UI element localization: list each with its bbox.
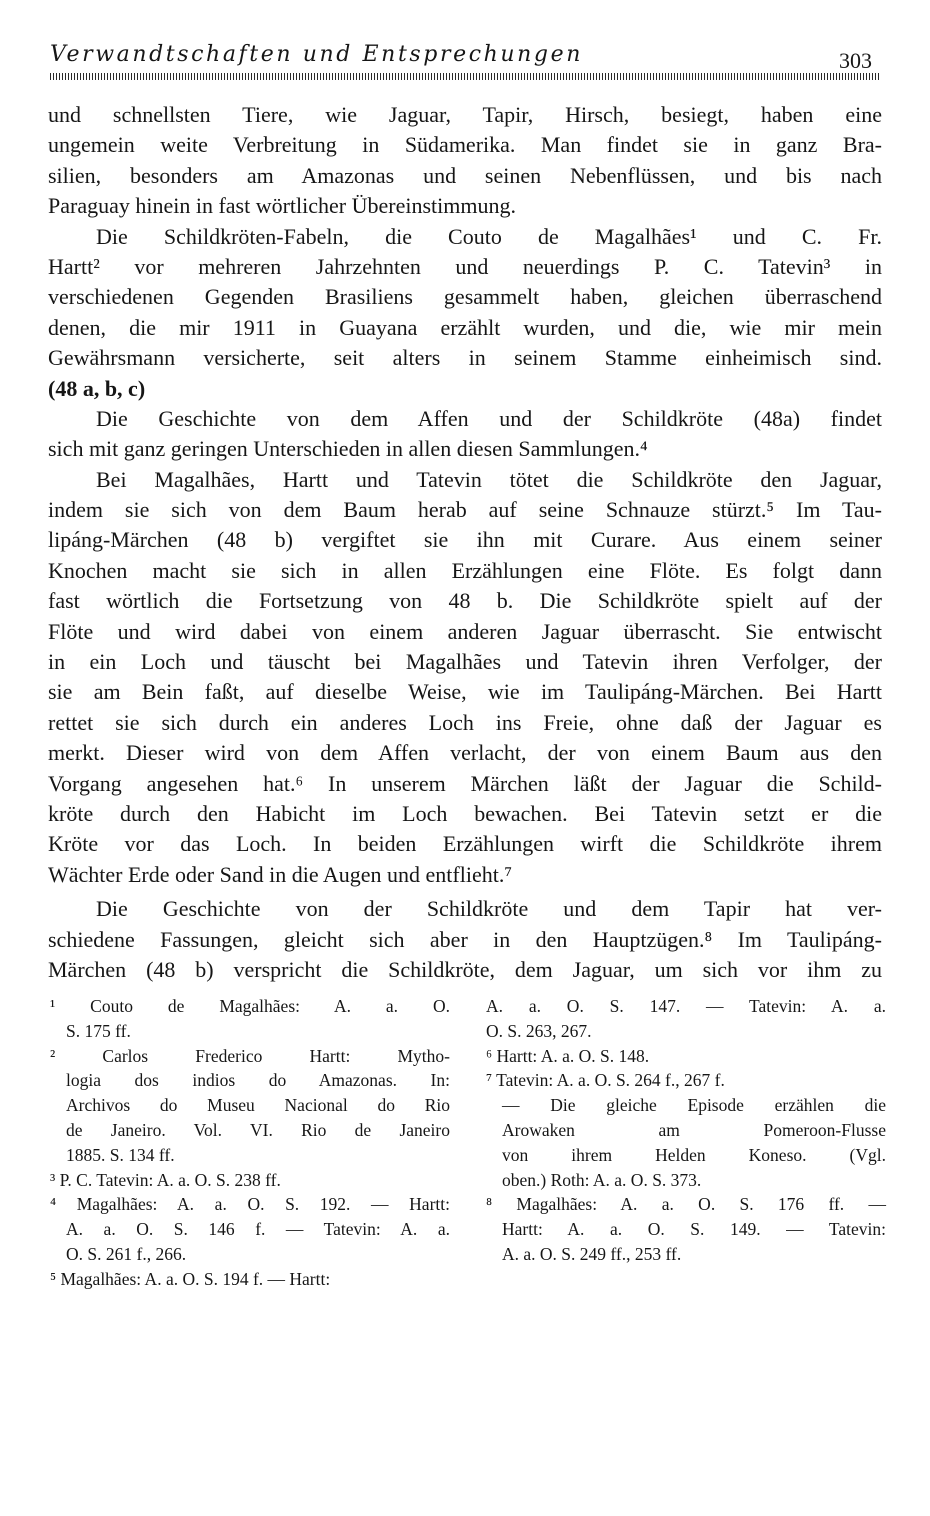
footnote-line: logia dos indios do Amazonas. In:: [66, 1070, 450, 1091]
footnote-line: O. S. 263, 267.: [486, 1020, 592, 1041]
text-line: Die Geschichte von der Schildkröte und dem Tapir hat ver-: [96, 896, 882, 922]
text-line: Hartt² vor mehreren Jahrzehnten und neuerdings P. C. Tatevin³ in: [48, 253, 882, 279]
text-line: sie am Bein faßt, auf dieselbe Weise, wie im Taulipáng-Märchen. Bei Hartt: [48, 679, 882, 705]
text-line: indem sie sich von dem Baum herab auf seine Schnauze stürzt.⁵ Im Tau-: [48, 497, 882, 523]
text-line: Märchen (48 b) verspricht die Schildkröte, dem Jaguar, um sich vor ihm zu: [48, 956, 882, 982]
footnote-line: ² Carlos Frederico Hartt: Mytho-: [50, 1045, 450, 1066]
text-line: Knochen macht sie sich in allen Erzählungen eine Flöte. Es folgt dann: [48, 557, 882, 583]
footnote-line: A. a. O. S. 147. — Tatevin: A. a.: [486, 996, 886, 1016]
footnote-line: A. a. O. S. 249 ff., 253 ff.: [502, 1243, 682, 1264]
text-line: sich mit ganz geringen Unterschieden in allen diesen Sammlungen.⁴: [48, 436, 648, 462]
text-line: und schnellsten Tiere, wie Jaguar, Tapir, Hirsch, besiegt, haben eine: [48, 102, 882, 127]
text-line: Die Geschichte von dem Affen und der Schildkröte (48a) findet: [96, 405, 882, 431]
footnote-line: — Die gleiche Episode erzählen die: [502, 1095, 886, 1116]
page-header: [50, 42, 880, 82]
text-line: lipáng-Märchen (48 b) vergiftet sie ihn mit Curare. Aus einem seiner: [48, 527, 882, 553]
footnote-line: ⁸ Magalhães: A. a. O. S. 176 ff. —: [486, 1194, 886, 1215]
footnote-line: A. a. O. S. 146 f. — Tatevin: A. a.: [66, 1219, 450, 1240]
text-line: kröte durch den Habicht im Loch bewachen. Bei Tatevin setzt er die: [48, 800, 882, 826]
footnote-line: Arowaken am Pomeroon-Flusse: [502, 1119, 886, 1140]
text-line: (48 a, b, c): [48, 375, 146, 401]
footnote-line: S. 175 ff.: [66, 1020, 131, 1041]
footnote-line: ⁶ Hartt: A. a. O. S. 148.: [486, 1045, 650, 1066]
text-line: Flöte und wird dabei von einem anderen Jaguar überrascht. Sie entwischt: [48, 618, 882, 644]
footnotes-left-column: [50, 994, 450, 1292]
footnote-line: Archivos do Museu Nacional do Rio: [66, 1095, 450, 1116]
footnote-line: Hartt: A. a. O. S. 149. — Tatevin:: [502, 1219, 886, 1240]
text-line: Vorgang angesehen hat.⁶ In unserem Märchen läßt der Jaguar die Schild-: [48, 770, 882, 796]
footnote-line: ³ P. C. Tatevin: A. a. O. S. 238 ff.: [50, 1169, 281, 1190]
running-title: Verwandtschaften und Entsprechungen: [50, 42, 583, 67]
main-text: [48, 100, 882, 985]
text-line: Kröte vor das Loch. In beiden Erzählungen wirft die Schildkröte ihrem: [48, 831, 882, 857]
header-rule: [50, 73, 880, 80]
text-line: schiedene Fassungen, gleicht sich aber in den Hauptzügen.⁸ Im Taulipáng-: [48, 926, 882, 952]
text-line: Die Schildkröten-Fabeln, die Couto de Magalhães¹ und C. Fr.: [96, 223, 882, 249]
text-line: Wächter Erde oder Sand in die Augen und entflieht.⁷: [48, 861, 513, 887]
footnotes-right-column: [486, 994, 886, 1267]
text-line: ungemein weite Verbreitung in Südamerika. Man findet sie in ganz Bra-: [48, 132, 882, 158]
text-line: Gewährsmann versicherte, seit alters in seinem Stamme einheimisch sind.: [48, 345, 882, 371]
page-number: 303: [839, 48, 872, 73]
text-line: merkt. Dieser wird von dem Affen verlacht, der von einem Baum aus den: [48, 740, 882, 766]
footnote-line: de Janeiro. Vol. VI. Rio de Janeiro: [66, 1119, 450, 1140]
text-line: rettet sie sich durch ein anderes Loch ins Freie, ohne daß der Jaguar es: [48, 709, 882, 735]
text-line: Paraguay hinein in fast wörtlicher Übereinstimmung.: [48, 193, 516, 219]
footnote-line: oben.) Roth: A. a. O. S. 373.: [502, 1169, 702, 1190]
text-line: verschiedenen Gegenden Brasiliens gesammelt haben, gleichen überraschend: [48, 284, 882, 310]
text-line: in ein Loch und täuscht bei Magalhães und Tatevin ihren Verfolger, der: [48, 649, 882, 675]
text-line: denen, die mir 1911 in Guayana erzählt wurden, und die, wie mir mein: [48, 314, 882, 340]
footnote-line: von ihrem Helden Koneso. (Vgl.: [502, 1144, 886, 1165]
text-line: silien, besonders am Amazonas und seinen Nebenflüssen, und bis nach: [48, 162, 882, 188]
footnote-line: ⁵ Magalhães: A. a. O. S. 194 f. — Hartt:: [50, 1268, 331, 1289]
footnote-line: ⁴ Magalhães: A. a. O. S. 192. — Hartt:: [50, 1194, 450, 1215]
footnote-line: ¹ Couto de Magalhães: A. a. O.: [50, 996, 450, 1016]
footnote-line: ⁷ Tatevin: A. a. O. S. 264 f., 267 f.: [486, 1070, 725, 1091]
footnote-line: 1885. S. 134 ff.: [66, 1144, 175, 1165]
footnote-line: O. S. 261 f., 266.: [66, 1243, 187, 1264]
text-line: Bei Magalhães, Hartt und Tatevin tötet die Schildkröte den Jaguar,: [96, 466, 882, 492]
text-line: fast wörtlich die Fortsetzung von 48 b. Die Schildkröte spielt auf der: [48, 588, 882, 614]
